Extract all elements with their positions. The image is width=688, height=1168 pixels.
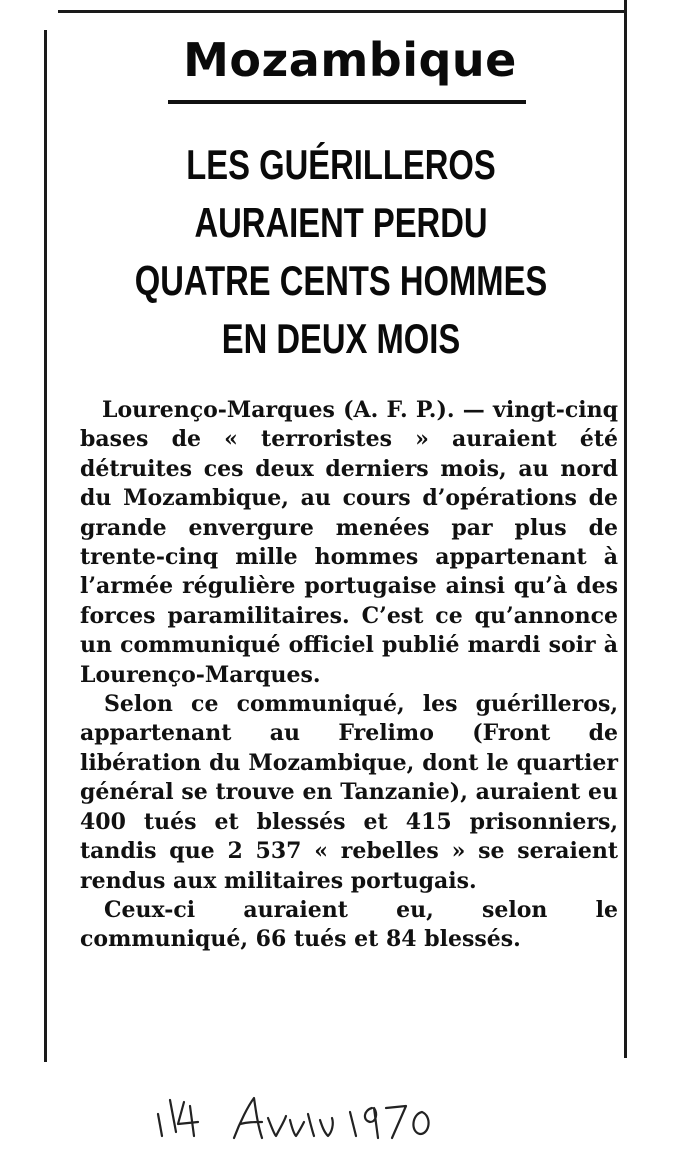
handwritten-date-signature [150,1092,450,1144]
headline-line: AURAIENT PERDU [194,199,488,246]
clipping-border-left [44,30,47,1062]
headline-line: EN DEUX MOIS [221,315,461,362]
article-paragraph: Lourenço-Marques (A. F. P.). — vingt-cinq bases de « terroristes » auraient été détruites ces deux derniers mois, au nord du Mozambique, au cours d’opérations de grande envergure menées par plus de trente-cinq mille hommes appartenant à l’armée régulière portugaise ainsi qu’à des forces paramilitaires. C’est ce qu’annonce un communiqué officiel publié mardi soir à Lourenço-Marques. [80,397,618,688]
headline-line: LES GUÉRILLEROS [186,141,496,188]
headline [60,136,622,368]
article-body [80,396,618,955]
article-paragraph: Selon ce communiqué, les guérilleros, appartenant au Frelimo (Front de libération du Mozambique, dont le quartier général se trouve en Tanzanie), auraient eu 400 tués et blessés et 415 prisonniers, tandis que 2 537 « rebelles » se seraient rendus aux militaires portugais. [80,691,618,894]
clipping-border-top [58,10,624,13]
section-title: Mozambique [183,33,517,87]
section-title-underline [168,100,526,104]
clipping-border-right [624,0,627,1058]
headline-line: QUATRE CENTS HOMMES [134,257,548,304]
article-paragraph: Ceux-ci auraient eu, selon le communiqué, 66 tués et 84 blessés. [80,896,618,953]
handwritten-date [150,1092,450,1144]
